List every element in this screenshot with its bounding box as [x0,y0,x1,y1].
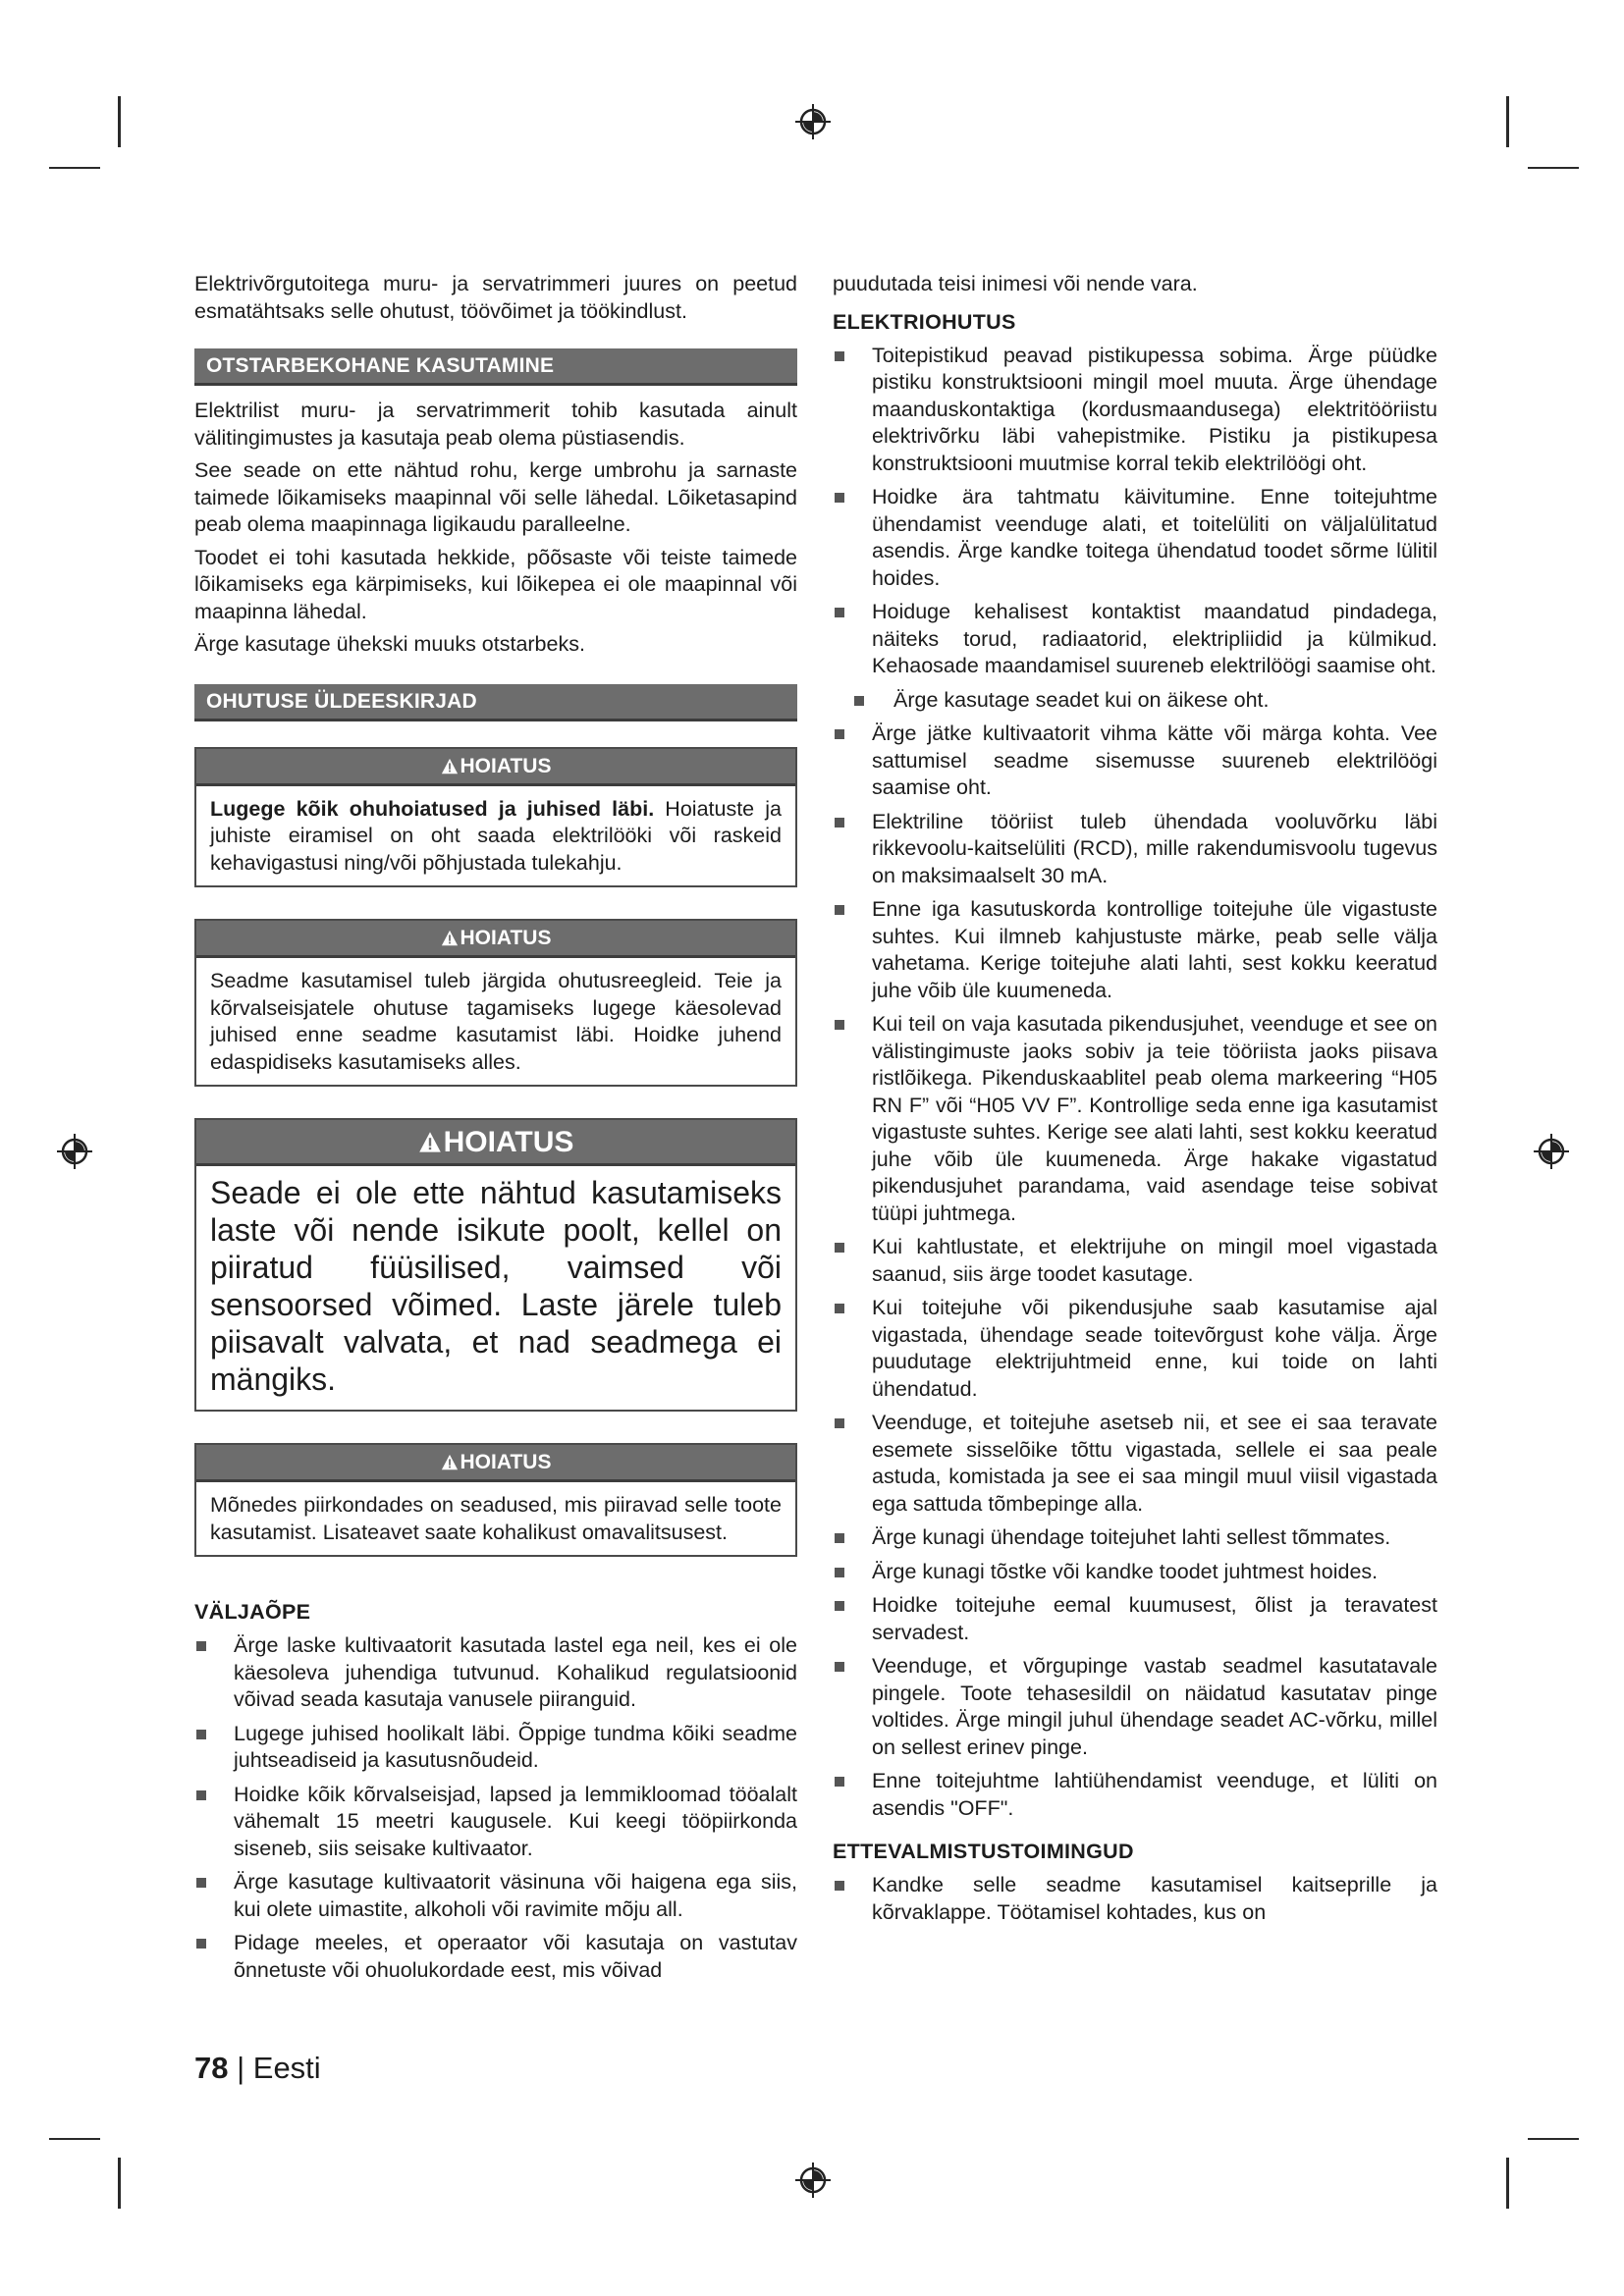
registration-mark-icon [1532,1132,1571,1171]
warning-triangle-icon [441,930,459,947]
list-item: Enne toitejuhtme lahtiühendamist veenduge, et lüliti on asendis "OFF". [833,1768,1437,1822]
footer-separator: | [228,2051,253,2085]
warning-box [194,747,797,888]
list-item: Pidage meeles, et operaator või kasutaja on vastutav õnnetuste või ohuolukordade eest, mis võivad [194,1930,797,1984]
warning-title: HOIATUS [460,927,552,949]
continued-paragraph: puudutada teisi inimesi või nende vara. [833,272,1198,295]
crop-mark [118,96,121,147]
warning-title: HOIATUS [443,1126,574,1158]
warning-bold-text: Lugege kõik ohuhoiatused ja juhised läbi. [210,796,655,821]
registration-mark-icon [793,102,833,141]
warning-title: HOIATUS [460,1451,552,1473]
paragraph: See seade on ette nähtud rohu, kerge umbrohu ja sarnaste taimede lõikamiseks maapinnal või selle lähedal. Lõiketasapind peab olema maapinnaga ligikaudu paralleelne. [194,458,797,536]
list-item: Enne iga kasutuskorda kontrollige toitejuhe üle vigastuste suhtes. Kui ilmneb kahjustuste märke, peab selle välja vahetama. Kerige toitejuhe alati lahti, sest kokku keeratud juhe võib üle kuumeneda. [833,896,1437,1004]
warning-triangle-icon [441,1454,459,1471]
paragraph: Elektrilist muru- ja servatrimmerit tohib kasutada ainult välitingimustes ja kasutaja peab olema püstiasendis. [194,399,797,450]
list-item: Ärge kunagi ühendage toitejuhet lahti sellest tõmmates. [833,1524,1437,1552]
warning-box [194,1443,797,1557]
crop-mark [1528,2138,1579,2140]
section-heading-electrical-safety: ELEKTRIOHUTUS [833,309,1016,334]
warning-text: Mõnedes piirkondades on seadused, mis piiravad selle toote kasutamist. Lisateavet saate kohalikust omavalitsusest. [210,1493,782,1544]
crop-mark [118,2158,121,2209]
warning-text: Seade ei ole ette nähtud kasutamiseks laste või nende isikute poolt, kellel on piiratud füüsilised, vaimsed või sensoorsed võimed. Laste järele tuleb piisavalt valvata, et nad seadmega ei mängiks. [210,1175,782,1397]
warning-triangle-icon [441,758,459,775]
crop-mark [49,2138,100,2140]
crop-mark [1506,2158,1509,2209]
list-item: Veenduge, et võrgupinge vastab seadmel kasutatavale pingele. Toote tehasesildil on näidatud kasutatav pinge voltides. Ärge mingil juhul ühendage seadet AC-võrku, millel on sellest erinev pinge. [833,1653,1437,1761]
warning-header [196,1445,795,1482]
electrical-safety-list [833,343,1437,1823]
warning-header [196,749,795,786]
list-item: Kui teil on vaja kasutada pikendusjuhet, veenduge et see on välistingimuste jaoks sobiv ja teie tööriista jaoks piisava ristlõikega. Pikenduskaablitel peab olema markeering “H05 RN F” või “H05 VV F”. Kontrollige seda enne iga kasutamist vigastuste suhtes. Kerige see alati lahti, sest kokku keeratud juhe võib üle kuumeneda. Ärge hakake vigastatud pikendusjuhet parandama, vaid asendage teise sobivat tüüpi juhtmega. [833,1011,1437,1227]
page-number: 78 [194,2051,229,2085]
list-item: Ärge jätke kultivaatorit vihma kätte või märga kohta. Vee sattumisel seadme sisemusse suureneb elektrilöögi saamise oht. [833,721,1437,802]
warning-text: Seadme kasutamisel tuleb järgida ohutusreegleid. Teie ja kõrvalseisjatele ohutuse tagamiseks lugege käesolevad juhised enne seadme kasutamist läbi. Hoidke juhend edaspidiseks kasutamiseks alles. [210,969,782,1074]
list-item: Elektriline tööriist tuleb ühendada vooluvõrku läbi rikkevoolu-kaitselüliti (RCD), mille rakendumisvoolu tugevus on maksimaalselt 30 mA. [833,809,1437,890]
list-item: Ärge laske kultivaatorit kasutada lastel ega neil, kes ei ole käesoleva juhendiga tutvunud. Kohalikud regulatsioonid võivad seada kasutaja vanusele piiranguid. [194,1632,797,1714]
section-heading-training: VÄLJAÕPE [194,1600,311,1624]
list-item: Lugege juhised hoolikalt läbi. Õppige tundma kõiki seadme juhtseadiseid ja kasutusnõudeid. [194,1721,797,1775]
warning-title: HOIATUS [460,754,552,777]
training-list [194,1632,797,1984]
paragraph: Toodet ei tohi kasutada hekkide, põõsaste või teiste taimede lõikamiseks ega kärpimiseks, kui lõikepea ei ole maapinnal või maapinna lähedal. [194,545,797,623]
list-item: Hoiduge kehalisest kontaktist maandatud pindadega, näiteks torud, radiaatorid, elektripliidid ja külmikud. Kehaosade maandamisel suureneb elektrilöögi saamise oht. [833,599,1437,680]
intro-paragraph: Elektrivõrgutoitega muru- ja servatrimmeri juures on peetud esmatähtsaks selle ohutust, töövõimet ja töökindlust. [194,272,797,323]
list-item: Ärge kunagi tõstke või kandke toodet juhtmest hoides. [833,1559,1437,1586]
list-item: Kandke selle seadme kasutamisel kaitseprille ja kõrvaklappe. Töötamisel kohtades, kus on [833,1872,1437,1926]
registration-mark-icon [55,1132,94,1171]
warning-text [196,786,795,886]
list-item: Hoidke toitejuhe eemal kuumusest, õlist ja teravatest servadest. [833,1592,1437,1646]
paragraph: Ärge kasutage ühekski muuks otstarbeks. [194,632,585,656]
list-item: Kui kahtlustate, et elektrijuhe on mingil moel vigastada saanud, siis ärge toodet kasutage. [833,1234,1437,1288]
right-column [833,271,1437,1933]
footer-language: Eesti [252,2051,321,2085]
list-item: Kui toitejuhe või pikendusjuhe saab kasutamise ajal vigastada, ühendage seade toitevõrgust kohe välja. Ärge puudutage elektrijuhtmeid enne, kui toide on lahti ühendatud. [833,1295,1437,1403]
list-item: Ärge kasutage kultivaatorit väsinuna või haigena ega siis, kui olete uimastite, alkoholi või ravimite mõju all. [194,1869,797,1923]
page-footer [194,2051,321,2086]
warning-header [196,1120,795,1166]
list-item: Hoidke ära tahtmatu käivitumine. Enne toitejuhtme ühendamist veenduge alati, et toitelüliti on väljalülitatud asendis. Ärge kandke toitega ühendatud toodet sõrme lülitil hoides. [833,484,1437,592]
section-heading-precautions: ETTEVALMISTUSTOIMINGUD [833,1840,1134,1863]
warning-box-large [194,1118,797,1412]
crop-mark [1506,96,1509,147]
section-heading-intended-use: OTSTARBEKOHANE KASUTAMINE [194,348,797,386]
crop-mark [49,167,100,169]
crop-mark [1528,167,1579,169]
warning-rest-text: Hoiatuste ja juhiste eiramisel on oht saada elektrilööki või raskeid kehavigastusi ning/või põhjustada tulekahju. [210,796,782,875]
list-item: Toitepistikud peavad pistikupessa sobima. Ärge püüdke pistiku konstruktsiooni mingil moel muuta. Ärge ühendage maanduskontaktiga (kordusmaandusega) elektritööriistu elektrivõrku läbi vahepistmike. Pistiku ja pistikupesa konstruktsiooni muutmise korral tekib elektrilöögi oht. [833,343,1437,478]
section-heading-general-safety: OHUTUSE ÜLDEESKIRJAD [194,684,797,721]
registration-mark-icon [793,2161,833,2200]
warning-triangle-icon [418,1131,442,1154]
list-item: Hoidke kõik kõrvalseisjad, lapsed ja lemmikloomad tööalalt vähemalt 15 meetri kaugusele. Kui keegi tööpiirkonda siseneb, siis seisake kultivaator. [194,1782,797,1863]
list-item: Veenduge, et toitejuhe asetseb nii, et see ei saa teravate esemete sisselõike tõttu vigastada, sellele ei saa peale astuda, komistada ja see ei saa mingil muul viisil vigastada ega sattuda tõmbepinge alla. [833,1410,1437,1518]
precautions-list [833,1872,1437,1926]
warning-box [194,919,797,1087]
left-column [194,271,797,1991]
warning-header [196,921,795,958]
list-item: Ärge kasutage seadet kui on äikese oht. [833,687,1437,715]
